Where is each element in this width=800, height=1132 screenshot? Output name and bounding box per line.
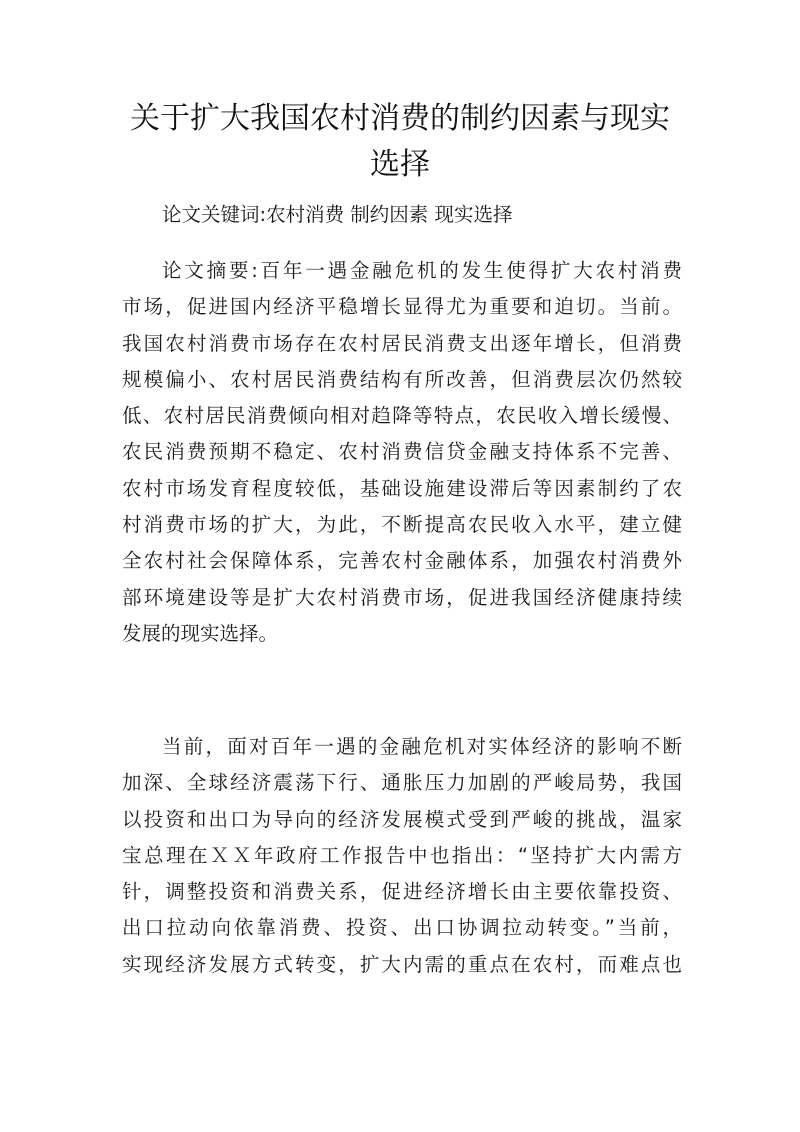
paragraph-line: 全农村社会保障体系，完善农村金融体系，加强农村消费外 [122, 549, 682, 573]
paragraph-line: 出口拉动向依靠消费、投资、出口协调拉动转变。”当前， [122, 916, 682, 940]
paragraph-line: 以投资和出口为导向的经济发展模式受到严峻的挑战，温家 [122, 807, 682, 831]
paragraph-line: 农民消费预期不稳定、农村消费信贷金融支持体系不完善、 [122, 440, 682, 464]
title-line: 选择 [370, 147, 430, 182]
paragraph-line: 部环境建设等是扩大农村消费市场，促进我国经济健康持续 [122, 585, 682, 609]
title-line: 关于扩大我国农村消费的制约因素与现实 [130, 101, 670, 136]
paragraph-line: 农村市场发育程度较低，基础设施建设滞后等因素制约了农 [122, 476, 682, 500]
paragraph-line: 论文摘要:百年一遇金融危机的发生使得扩大农村消费 [162, 259, 682, 282]
paragraph-line: 加深、全球经济震荡下行、通胀压力加剧的严峻局势，我国 [122, 771, 682, 795]
paragraph-line: 市场，促进国内经济平稳增长显得尤为重要和迫切。当前。 [122, 295, 682, 319]
document-title [118, 96, 682, 188]
abstract-paragraph [122, 253, 682, 652]
paragraph-line: 村消费市场的扩大，为此，不断提高农民收入水平，建立健 [122, 513, 682, 537]
paragraph-line: 低、农村居民消费倾向相对趋降等特点，农民收入增长缓慢、 [122, 404, 682, 428]
paragraph-line: 宝总理在ＸＸ年政府工作报告中也指出：“坚持扩大内需方 [122, 843, 682, 867]
body-paragraph [122, 729, 682, 983]
paragraph-line: 我国农村消费市场存在农村居民消费支出逐年增长，但消费 [122, 331, 682, 355]
paragraph-line: 实现经济发展方式转变，扩大内需的重点在农村，而难点也 [122, 952, 682, 976]
paragraph-line: 针，调整投资和消费关系，促进经济增长由主要依靠投资、 [122, 880, 682, 904]
paragraph-line: 规模偏小、农村居民消费结构有所改善，但消费层次仍然较 [122, 367, 682, 391]
paragraph-line: 当前，面对百年一遇的金融危机对实体经济的影响不断 [162, 735, 682, 758]
paragraph-line: 发展的现实选择。 [122, 621, 279, 645]
keywords-line: 论文关键词:农村消费 制约因素 现实选择 [162, 203, 513, 226]
